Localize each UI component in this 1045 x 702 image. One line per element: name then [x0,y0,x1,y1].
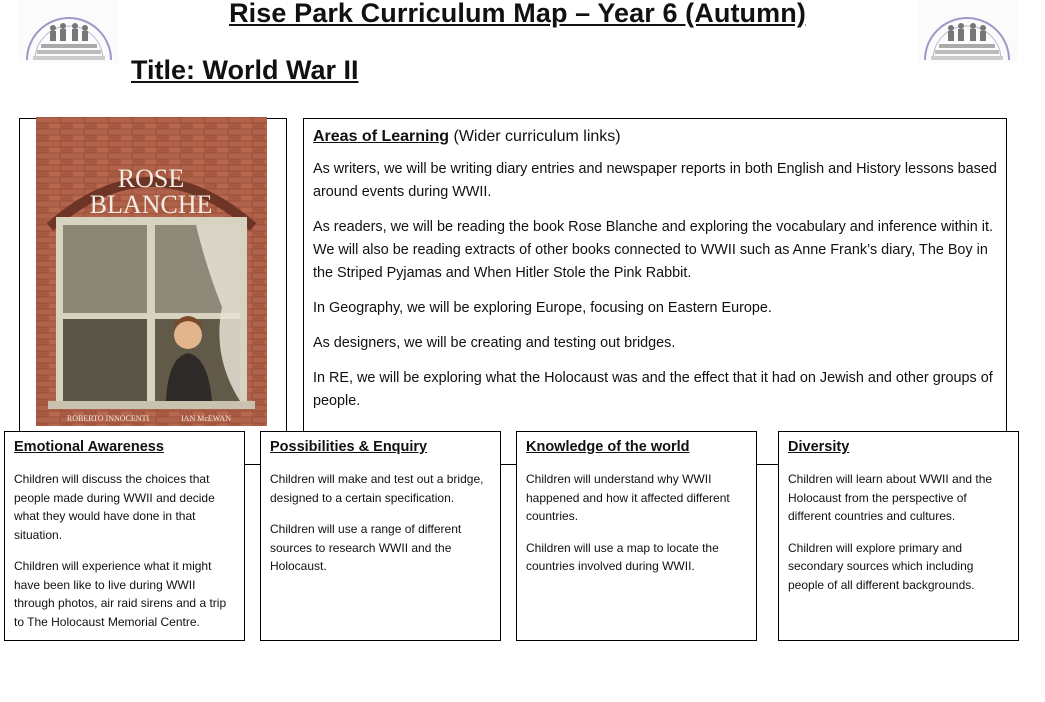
areas-subheading: (Wider curriculum links) [453,128,621,145]
card-title: Diversity [788,439,850,455]
card-emotional-awareness [4,431,245,641]
card-paragraph: Children will experience what it might have been like to live during WWII through photos, air raid sirens and a trip to The Holocaust Memorial Centre. [14,559,227,629]
book-title-line2: BLANCHE [89,190,213,219]
areas-paragraph: As designers, we will be creating and testing out bridges. [313,335,676,351]
card-paragraph: Children will make and test out a bridge, designed to a certain specification. [270,472,484,505]
card-possibilities-enquiry [260,431,501,641]
areas-paragraph: As writers, we will be writing diary entries and newspaper reports in both English and History lessons based around events during WWII. [313,161,997,200]
card-paragraph: Children will learn about WWII and the Holocaust from the perspective of different countries and cultures. [788,472,993,523]
card-paragraph: Children will discuss the choices that people made during WWII and decide what they would have done in that situation. [14,472,215,542]
book-author-1: ROBERTO INNOCENTI [66,414,150,423]
areas-paragraph: In Geography, we will be exploring Europe, focusing on Eastern Europe. [313,300,772,316]
areas-heading-label: Areas of Learning [313,128,450,145]
card-diversity [778,431,1019,641]
card-paragraph: Children will understand why WWII happened and how it affected different countries. [526,472,730,523]
card-paragraph: Children will use a map to locate the countries involved during WWII. [526,540,719,573]
card-paragraph: Children will use a range of different sources to research WWII and the Holocaust. [270,522,462,573]
book-title-line1: ROSE [117,164,185,193]
card-knowledge-of-the-world [516,431,757,641]
areas-paragraph: As readers, we will be reading the book Rose Blanche and exploring the vocabulary and inference within it. We will also be reading extracts of other books connected to WWII such as Anne Frank’s diary, The Boy in the Striped Pyjamas and When Hitler Stole the Pink Rabbit. [313,219,993,281]
card-title: Possibilities & Enquiry [270,439,428,455]
topic-title: Title: World War II [131,55,359,85]
book-cover-image [36,117,267,426]
areas-heading [313,125,997,148]
card-paragraph: Children will explore primary and secondary sources which including people of all different backgrounds. [788,540,975,592]
areas-paragraph: In RE, we will be exploring what the Holocaust was and the effect that it had on Jewish and other groups of people. [313,370,993,409]
page-title: Rise Park Curriculum Map – Year 6 (Autumn) [229,0,806,28]
card-title: Emotional Awareness [14,439,164,455]
card-title: Knowledge of the world [526,439,690,455]
book-author-2: IAN McEWAN [181,414,231,423]
areas-of-learning-box [303,118,1007,465]
